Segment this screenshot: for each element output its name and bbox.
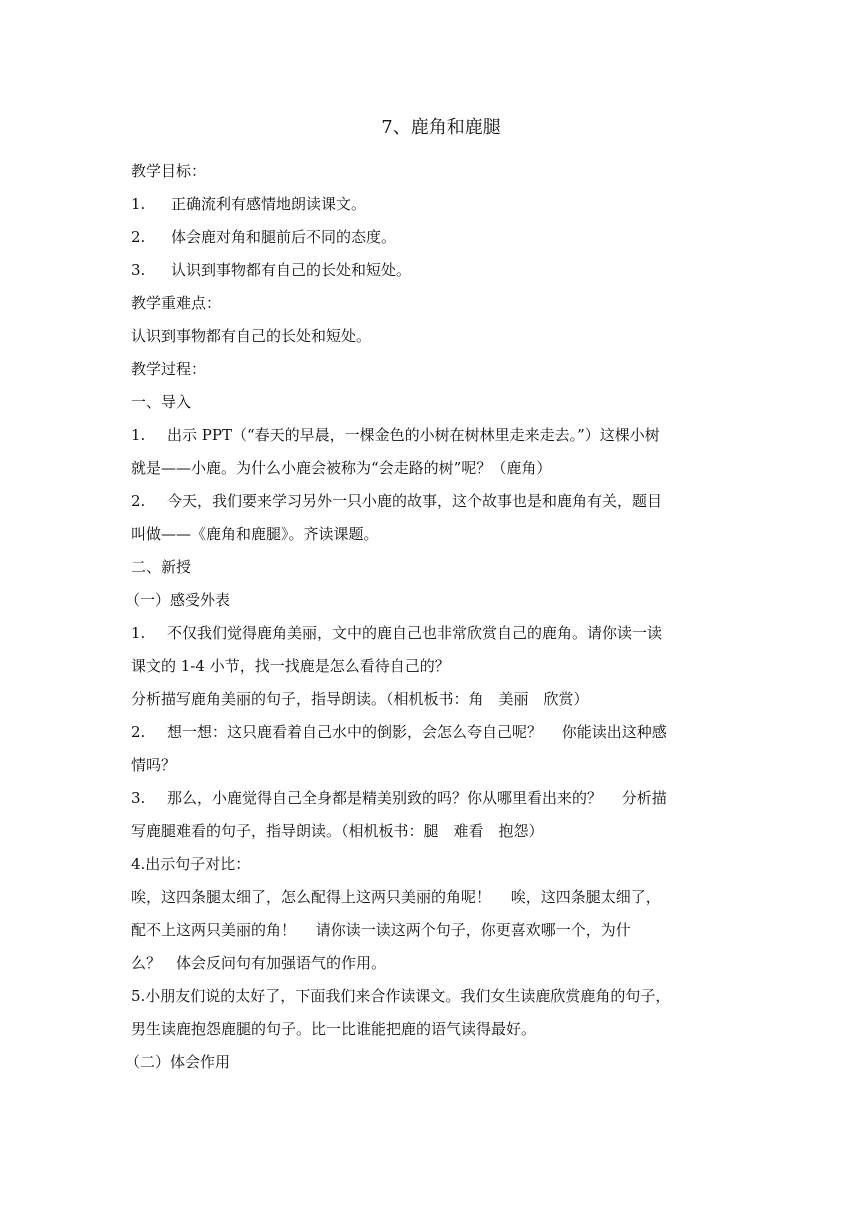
objective-text: 认识到事物都有自己的长处和短处。: [171, 261, 412, 279]
intro-item-line: [131, 419, 731, 452]
intro-item-text: 出示 PPT（“春天的早晨，一棵金色的小树在树林里走来走去。”）这棵小树: [167, 426, 660, 444]
intro-item-number: 2.: [131, 492, 146, 510]
objective-item: [131, 254, 731, 287]
subsection-heading-appearance: （一）感受外表: [125, 591, 231, 609]
new-item-line: [131, 782, 731, 815]
objective-number: 2.: [131, 228, 146, 246]
new-item-number: 1.: [131, 624, 146, 642]
new-item-number: 3.: [131, 789, 146, 807]
new-item-line: 5.小朋友们说的太好了，下面我们来合作读课文。我们女生读鹿欣赏鹿角的句子，: [131, 987, 671, 1005]
new-item-line: 4.出示句子对比：: [131, 855, 251, 873]
objectives-heading: 教学目标：: [131, 162, 207, 180]
sentence-comparison-line: 配不上这两只美丽的角！ 请你读一读这两个句子，你更喜欢哪一个，为什: [131, 921, 631, 939]
intro-item-continuation: 就是——小鹿。为什么小鹿会被称为“会走路的树”呢？（鹿角）: [131, 459, 552, 477]
new-item-continuation: 情吗？: [131, 756, 177, 774]
process-heading: 教学过程：: [131, 360, 207, 378]
section-heading-intro: 一、导入: [131, 393, 192, 411]
objective-number: 1.: [131, 195, 146, 213]
objective-number: 3.: [131, 261, 146, 279]
sentence-comparison-line: 唉，这四条腿太细了，怎么配得上这两只美丽的角呢！ 唉，这四条腿太细了，: [131, 888, 661, 906]
intro-item-number: 1.: [131, 426, 146, 444]
key-points-text: 认识到事物都有自己的长处和短处。: [131, 327, 372, 345]
objective-item: [131, 188, 731, 221]
new-item-continuation: 课文的 1-4 小节，找一找鹿是怎么看待自己的？: [131, 657, 450, 675]
new-item-text: 想一想：这只鹿看着自己水中的倒影，会怎么夸自己呢？ 你能读出这种感: [167, 723, 667, 741]
key-points-heading: 教学重难点：: [131, 294, 222, 312]
new-item-text: 那么，小鹿觉得自己全身都是精美别致的吗？你从哪里看出来的？ 分析描: [167, 789, 667, 807]
new-item-text: 不仅我们觉得鹿角美丽，文中的鹿自己也非常欣赏自己的鹿角。请你读一读: [167, 624, 663, 642]
objective-item: [131, 221, 731, 254]
objective-text: 体会鹿对角和腿前后不同的态度。: [171, 228, 397, 246]
new-item-line: [131, 617, 731, 650]
new-item-analysis: 分析描写鹿角美丽的句子，指导朗读。（相机板书：角 美丽 欣赏）: [131, 690, 589, 708]
intro-item-continuation: 叫做——《鹿角和鹿腿》。齐读课题。: [131, 525, 379, 543]
new-item-continuation: 写鹿腿难看的句子，指导朗读。（相机板书：腿 难看 抱怨）: [131, 822, 544, 840]
objective-text: 正确流利有感情地朗读课文。: [171, 195, 367, 213]
new-item-line: [131, 716, 731, 749]
intro-item-line: [131, 485, 731, 518]
new-item-continuation: 男生读鹿抱怨鹿腿的句子。比一比谁能把鹿的语气读得最好。: [131, 1020, 537, 1038]
new-item-number: 2.: [131, 723, 146, 741]
intro-item-text: 今天，我们要来学习另外一只小鹿的故事，这个故事也是和鹿角有关，题目: [167, 492, 663, 510]
document-title: 7、鹿角和鹿腿: [381, 117, 501, 138]
sentence-comparison-line: 么？ 体会反问句有加强语气的作用。: [131, 954, 387, 972]
subsection-heading-function: （二）体会作用: [125, 1053, 231, 1071]
document-body: [125, 113, 731, 1079]
section-heading-new: 二、新授: [131, 558, 192, 576]
